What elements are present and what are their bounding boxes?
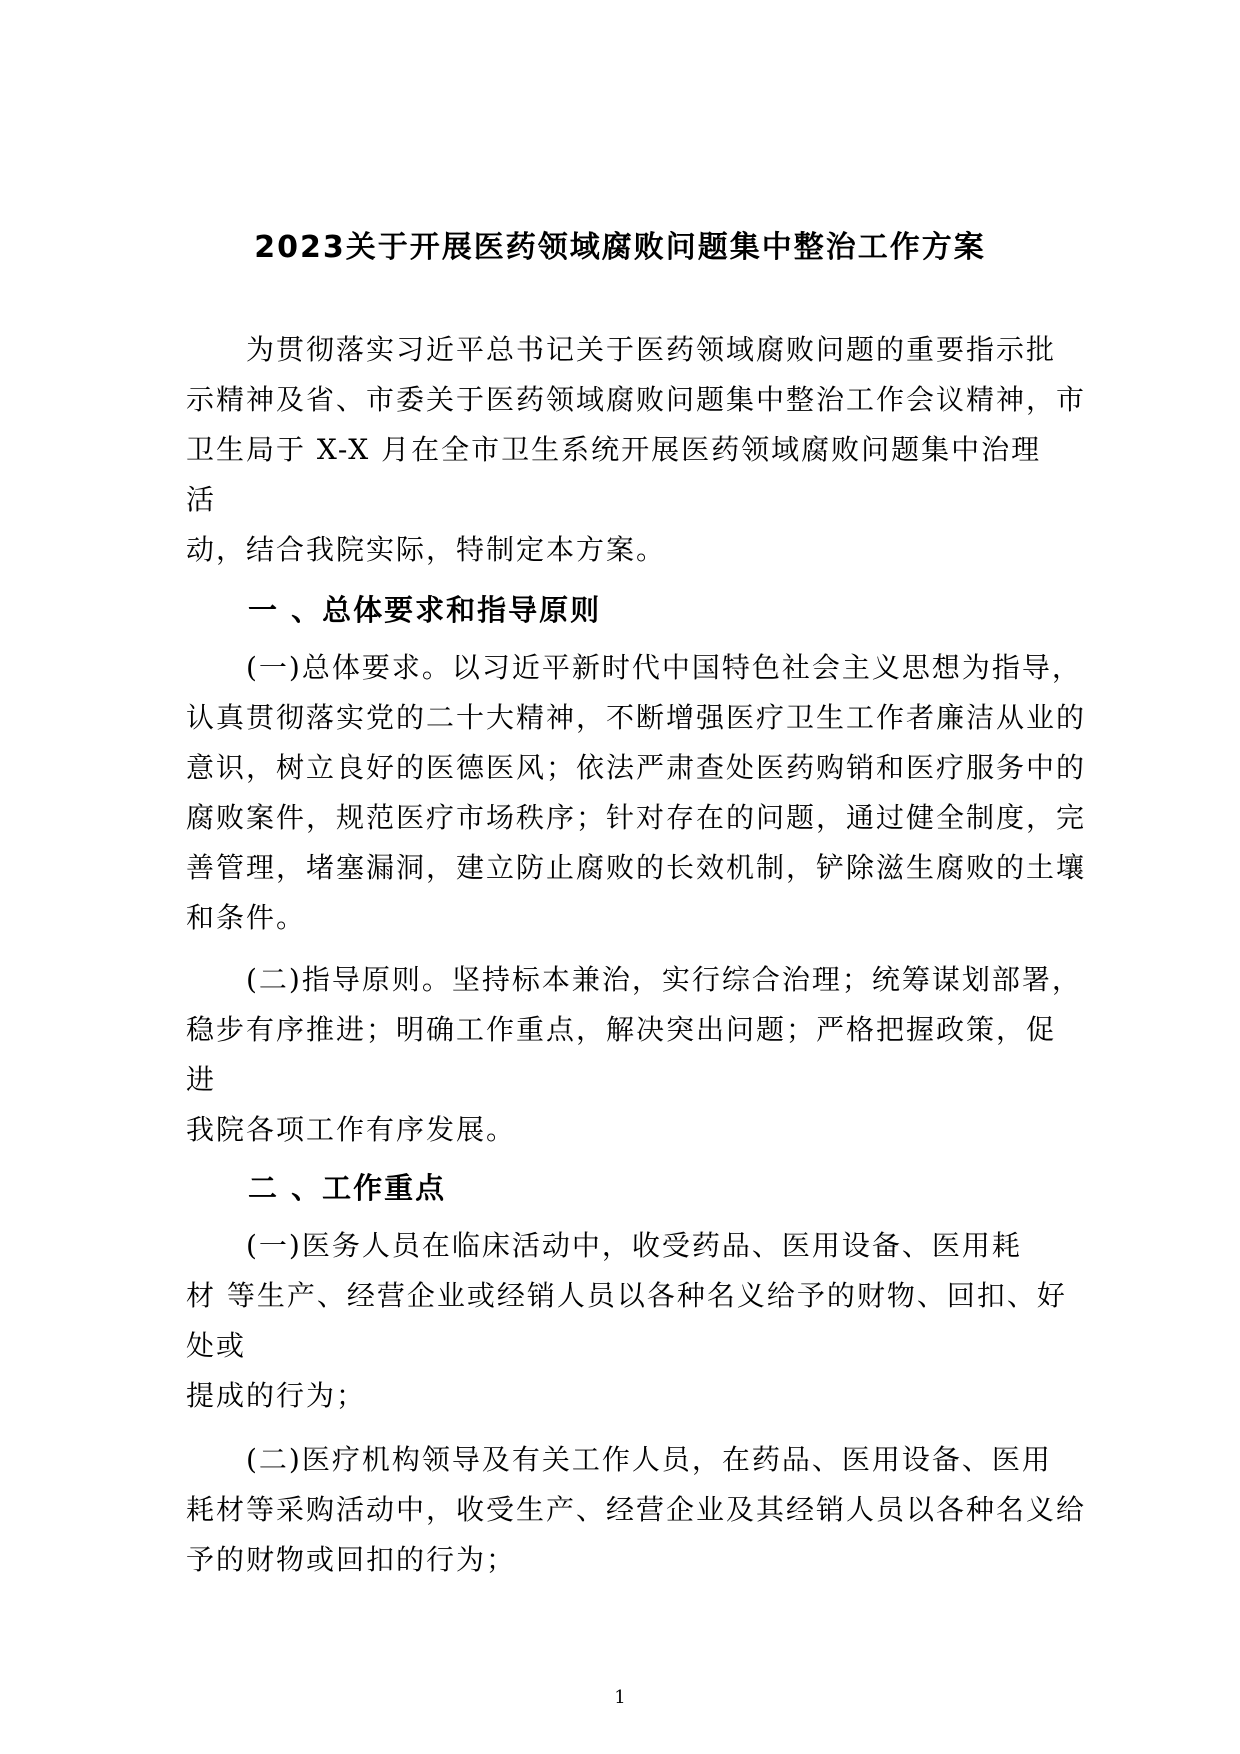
paragraph-line: 提成的行为； [186,1379,367,1412]
paragraph-line: 意识，树立良好的医德医风；依法严肃查处医药购销和医疗服务中的 [186,751,1087,784]
paragraph-line: (一)医务人员在临床活动中，收受药品、医用设备、医用耗 [186,1229,1022,1262]
page-number: 1 [614,1687,626,1708]
intro-line: 示精神及省、市委关于医药领域腐败问题集中整治工作会议精神，市 [186,383,1087,416]
paragraph-line: (二)指导原则。坚持标本兼治，实行综合治理；统筹谋划部署， [186,963,1082,996]
paragraph-line: 材 等生产、经营企业或经销人员以各种名义给予的财物、回扣、好 [186,1279,1067,1312]
paragraph-line: (二)医疗机构领导及有关工作人员，在药品、医用设备、医用 [186,1443,1052,1476]
paragraph-line: 耗材等采购活动中，收受生产、经营企业及其经销人员以各种名义给 [186,1493,1087,1526]
intro-line: 卫生局于 X-X 月在全市卫生系统开展医药领域腐败问题集中治理 [186,433,1042,466]
section-heading: 一 、总体要求和指导原则 [248,593,602,627]
paragraph-line: 腐败案件，规范医疗市场秩序；针对存在的问题，通过健全制度，完 [186,801,1087,834]
section-heading: 二 、工作重点 [248,1171,447,1205]
paragraph-line: 我院各项工作有序发展。 [186,1113,517,1146]
paragraph-line: 进 [186,1063,217,1096]
paragraph-line: 和条件。 [186,901,307,934]
paragraph-line: 善管理，堵塞漏洞，建立防止腐败的长效机制，铲除滋生腐败的土壤 [186,851,1087,884]
document-title: 2023关于开展医药领域腐败问题集中整治工作方案 [254,230,986,265]
paragraph-line: 认真贯彻落实党的二十大精神，不断增强医疗卫生工作者廉洁从业的 [186,701,1087,734]
intro-line: 动，结合我院实际，特制定本方案。 [186,533,667,566]
intro-line: 活 [186,483,217,516]
intro-line: 为贯彻落实习近平总书记关于医药领域腐败问题的重要指示批 [186,333,1057,366]
paragraph-line: 稳步有序推进；明确工作重点，解决突出问题；严格把握政策，促 [186,1013,1057,1046]
paragraph-line: 予的财物或回扣的行为； [186,1543,517,1576]
paragraph-line: 处或 [186,1329,247,1362]
paragraph-line: (一)总体要求。以习近平新时代中国特色社会主义思想为指导， [186,651,1082,684]
